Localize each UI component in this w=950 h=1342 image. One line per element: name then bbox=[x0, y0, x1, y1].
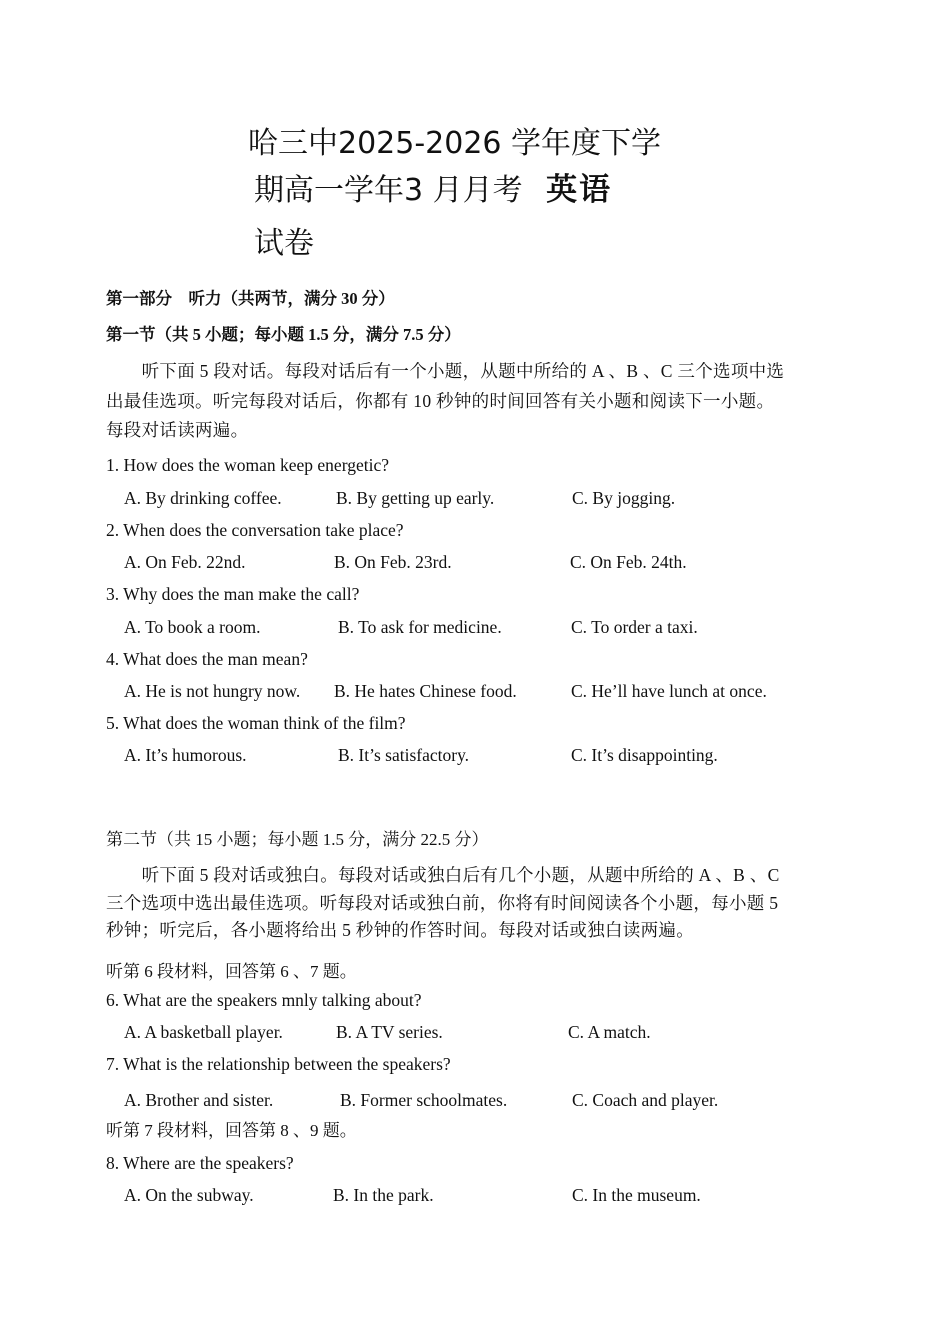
title-line-2 bbox=[254, 164, 612, 209]
option-b: B. He hates Chinese food. bbox=[334, 681, 517, 701]
option-c: C. He’ll have lunch at once. bbox=[571, 681, 767, 701]
question-8: 8. Where are the speakers? bbox=[106, 1153, 294, 1173]
option-a: A. A basketball player. bbox=[124, 1022, 283, 1042]
option-a: A. He is not hungry now. bbox=[124, 681, 301, 701]
title-line-3: 试卷 bbox=[254, 226, 314, 261]
option-b: B. In the park. bbox=[333, 1185, 434, 1205]
section1-instruction-line: 听下面 5 段对话。每段对话后有一个小题，从题中所给的 A 、B 、C 三个选项中选 bbox=[106, 361, 785, 381]
option-b: B. It’s satisfactory. bbox=[338, 745, 470, 765]
section2-heading: 第二节（共 15 小题；每小题 1.5 分，满分 22.5 分） bbox=[106, 830, 489, 849]
section1-instruction-line: 每段对话读两遍。 bbox=[106, 420, 249, 440]
question-7: 7. What is the relationship between the speakers? bbox=[106, 1054, 451, 1074]
question-4: 4. What does the man mean? bbox=[106, 649, 308, 669]
section1-instruction-line: 出最佳选项。听完每段对话后，你都有 10 秒钟的时间回答有关小题和阅读下一小题。 bbox=[106, 391, 775, 411]
section2-instruction-line: 听下面 5 段对话或独白。每段对话或独白后有几个小题，从题中所给的 A 、B 、C bbox=[106, 865, 780, 885]
material-7-note: 听第 7 段材料，回答第 8 、9 题。 bbox=[106, 1121, 357, 1140]
option-c: C. To order a taxi. bbox=[571, 617, 698, 637]
option-b: B. By getting up early. bbox=[336, 488, 495, 508]
question-1: 1. How does the woman keep energetic? bbox=[106, 455, 389, 475]
option-b: B. A TV series. bbox=[336, 1022, 443, 1042]
material-6-note: 听第 6 段材料，回答第 6 、7 题。 bbox=[106, 962, 357, 981]
section2-instruction-line: 秒钟；听完后，各小题将给出 5 秒钟的作答时间。每段对话或独白读两遍。 bbox=[106, 920, 694, 940]
part1-heading: 第一部分 听力（共两节，满分 30 分） bbox=[106, 289, 395, 308]
option-b: B. On Feb. 23rd. bbox=[334, 552, 452, 572]
question-2: 2. When does the conversation take place? bbox=[106, 520, 404, 540]
question-3: 3. Why does the man make the call? bbox=[106, 584, 360, 604]
option-b: B. To ask for medicine. bbox=[338, 617, 502, 637]
option-c: C. By jogging. bbox=[572, 488, 676, 508]
option-a: A. On Feb. 22nd. bbox=[124, 552, 246, 572]
option-a: A. Brother and sister. bbox=[124, 1090, 274, 1110]
option-a: A. By drinking coffee. bbox=[124, 488, 282, 508]
option-c: C. A match. bbox=[568, 1022, 651, 1042]
question-5: 5. What does the woman think of the film? bbox=[106, 713, 406, 733]
section1-heading: 第一节（共 5 小题；每小题 1.5 分，满分 7.5 分） bbox=[106, 325, 461, 344]
subject-title: 英语 bbox=[546, 172, 613, 208]
option-a: A. To book a room. bbox=[124, 617, 261, 637]
option-a: A. It’s humorous. bbox=[124, 745, 247, 765]
question-6: 6. What are the speakers mnly talking about? bbox=[106, 990, 422, 1010]
option-c: C. On Feb. 24th. bbox=[570, 552, 687, 572]
option-c: C. It’s disappointing. bbox=[571, 745, 718, 765]
option-a: A. On the subway. bbox=[124, 1185, 254, 1205]
title-line-1: 哈三中2025-2026 学年度下学 bbox=[248, 126, 662, 161]
section2-instruction-line: 三个选项中选出最佳选项。听每段对话或独白前，你将有时间阅读各个小题，每小题 5 bbox=[106, 893, 779, 913]
option-b: B. Former schoolmates. bbox=[340, 1090, 508, 1110]
option-c: C. Coach and player. bbox=[572, 1090, 719, 1110]
title-line-2-prefix: 期高一学年3 月月考 bbox=[254, 173, 523, 208]
option-c: C. In the museum. bbox=[572, 1185, 701, 1205]
